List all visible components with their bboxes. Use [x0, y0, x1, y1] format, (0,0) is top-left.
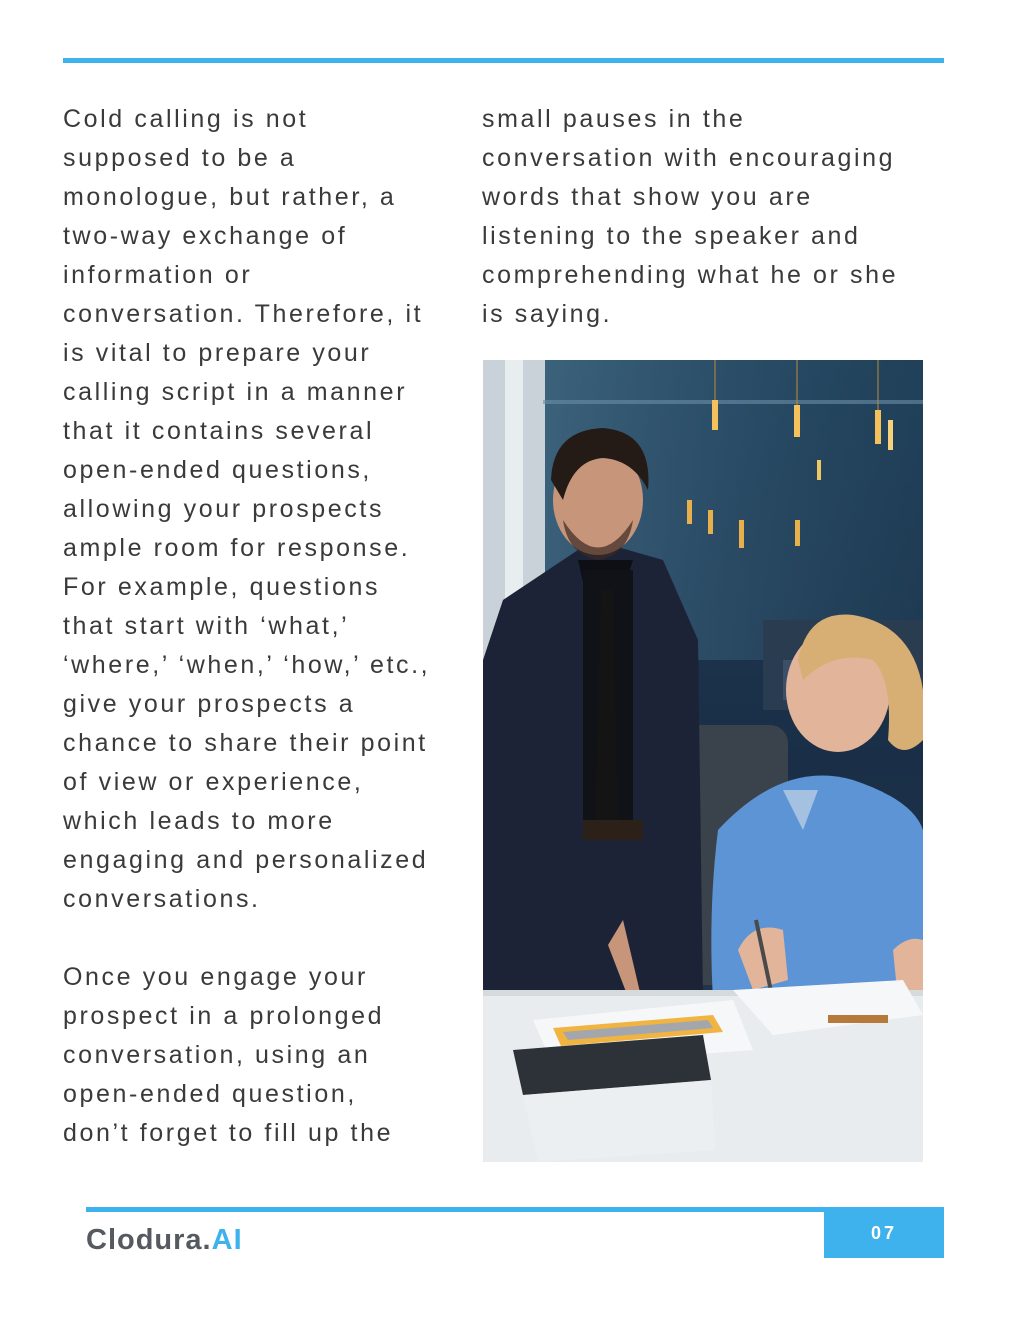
text-line: conversation. Therefore, it: [63, 300, 424, 328]
text-line: Cold calling is not: [63, 105, 309, 133]
text-line: prospect in a prolonged: [63, 1002, 385, 1030]
top-divider: [63, 58, 944, 63]
text-line: don’t forget to fill up the: [63, 1119, 394, 1147]
text-line: conversations.: [63, 885, 261, 913]
text-line: listening to the speaker and: [482, 222, 861, 250]
text-line: that start with ‘what,’: [63, 612, 350, 640]
text-line: small pauses in the: [482, 105, 746, 133]
text-line: is vital to prepare your: [63, 339, 372, 367]
text-line: allowing your prospects: [63, 495, 385, 523]
text-line: conversation with encouraging: [482, 144, 896, 172]
clodura-logo: [86, 1224, 243, 1257]
text-line: engaging and personalized: [63, 846, 429, 874]
page-number: 07: [870, 1223, 898, 1243]
text-line: which leads to more: [63, 807, 335, 835]
logo-text: Clodura.: [86, 1224, 212, 1256]
text-line: calling script in a manner: [63, 378, 408, 406]
text-line: is saying.: [482, 300, 613, 328]
text-line: information or: [63, 261, 253, 289]
text-line: supposed to be a: [63, 144, 297, 172]
text-line: open-ended questions,: [63, 456, 372, 484]
text-line: open-ended question,: [63, 1080, 357, 1108]
left-paragraph-1: [63, 100, 473, 919]
text-line: chance to share their point: [63, 729, 428, 757]
page-number-badge: [824, 1207, 944, 1258]
text-line: Once you engage your: [63, 963, 368, 991]
right-paragraph-1: [482, 100, 952, 334]
text-line: comprehending what he or she: [482, 261, 899, 289]
text-line: that it contains several: [63, 417, 375, 445]
text-line: ample room for response.: [63, 534, 411, 562]
text-line: give your prospects a: [63, 690, 356, 718]
office-meeting-photo: [483, 360, 923, 1162]
logo-accent: AI: [211, 1224, 243, 1256]
text-line: For example, questions: [63, 573, 381, 601]
text-line: of view or experience,: [63, 768, 364, 796]
left-column: [63, 100, 473, 1153]
bottom-divider: [86, 1207, 944, 1212]
text-line: ‘where,’ ‘when,’ ‘how,’ etc.,: [63, 651, 431, 679]
text-line: words that show you are: [482, 183, 813, 211]
left-paragraph-2: [63, 958, 473, 1153]
text-line: conversation, using an: [63, 1041, 371, 1069]
office-meeting-illustration: [483, 360, 923, 1162]
text-line: two-way exchange of: [63, 222, 348, 250]
text-line: monologue, but rather, a: [63, 183, 397, 211]
right-column: [482, 100, 952, 334]
